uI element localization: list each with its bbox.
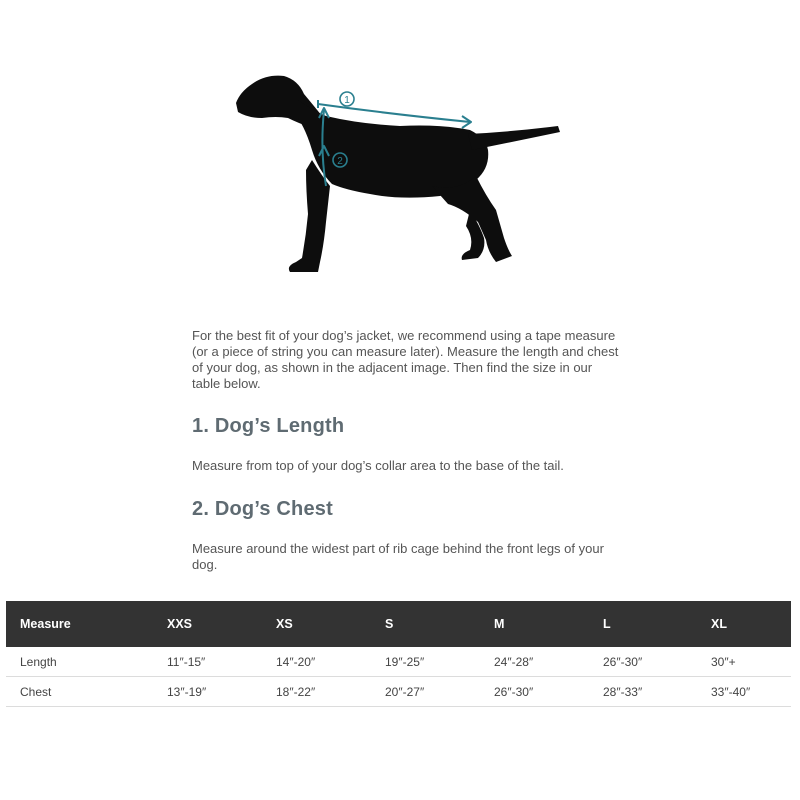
table-cell: 24″-28″ — [494, 654, 534, 669]
table-cell: 33″-40″ — [711, 684, 751, 699]
table-row — [6, 677, 791, 707]
table-cell: 20″-27″ — [385, 684, 425, 699]
table-cell: 13″-19″ — [167, 684, 207, 699]
section-text-chest: Measure around the widest part of rib cage behind the front legs of your dog. — [192, 541, 604, 572]
marker-1: 1 — [344, 95, 350, 106]
table-header-cell: XS — [276, 617, 293, 631]
table-cell: 11″-15″ — [167, 654, 206, 669]
table-header-cell: XXS — [167, 617, 193, 631]
table-cell: 14″-20″ — [276, 654, 316, 669]
marker-2: 2 — [337, 156, 343, 167]
table-row — [6, 647, 791, 677]
table-cell: 19″-25″ — [385, 654, 425, 669]
section-heading-length: 1. Dog’s Length — [192, 415, 345, 437]
dog-silhouette-icon — [236, 76, 560, 272]
table-header-row — [6, 601, 791, 647]
table-header-cell: M — [494, 617, 505, 631]
table-cell: Chest — [20, 684, 52, 699]
size-table — [6, 601, 791, 707]
table-cell: 28″-33″ — [603, 684, 643, 699]
table-cell: 26″-30″ — [494, 684, 534, 699]
table-cell: Length — [20, 654, 57, 669]
table-cell: 30″+ — [711, 654, 736, 669]
table-cell: 26″-30″ — [603, 654, 643, 669]
table-header-cell: L — [603, 617, 611, 631]
table-header-cell: Measure — [20, 617, 71, 631]
table-header-cell: XL — [711, 617, 727, 631]
table-header-cell: S — [385, 617, 394, 631]
dog-measurement-diagram — [0, 0, 800, 300]
section-heading-chest: 2. Dog’s Chest — [192, 498, 333, 520]
section-text-length: Measure from top of your dog’s collar area to the base of the tail. — [192, 458, 564, 473]
table-cell: 18″-22″ — [276, 684, 316, 699]
intro-text: For the best fit of your dog’s jacket, we recommend using a tape measure (or a piece of string you can measure later). Measure the length and chest of your dog, as shown in the adjacent image. Then find the size in our table below. — [192, 328, 619, 391]
